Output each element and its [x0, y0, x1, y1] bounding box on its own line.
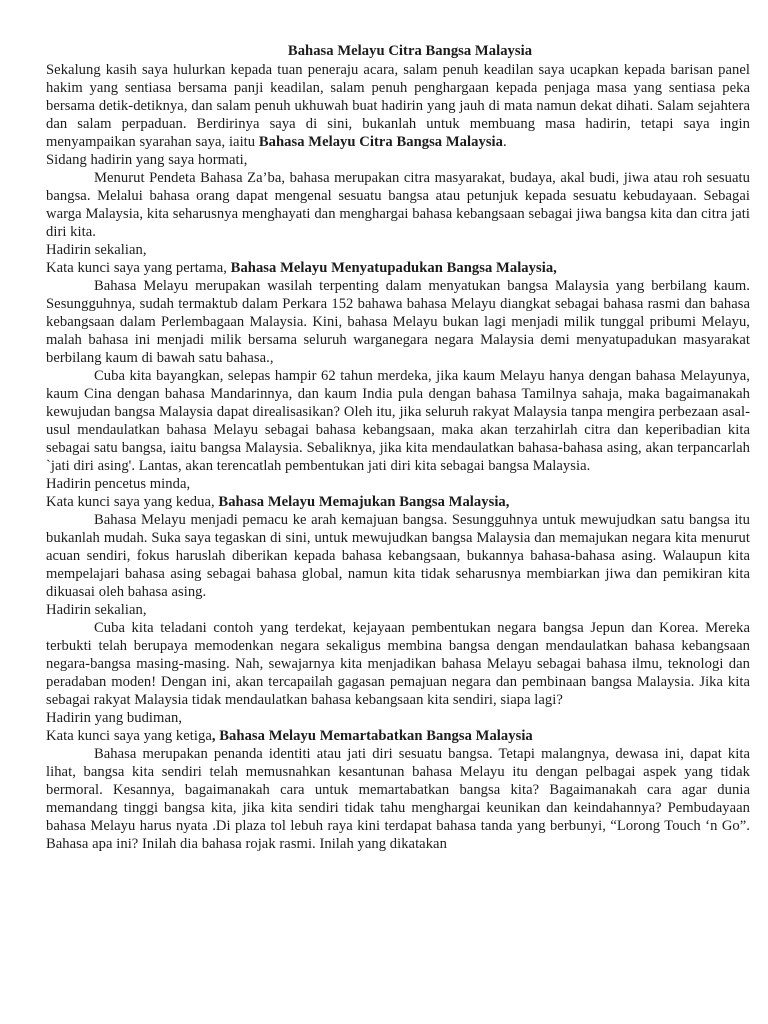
- greeting-line: Hadirin sekalian,: [46, 602, 147, 618]
- greeting-line: Hadirin yang budiman,: [46, 710, 183, 726]
- keyword-prefix: Kata kunci saya yang kedua,: [46, 494, 219, 510]
- document-title: Bahasa Melayu Citra Bangsa Malaysia: [287, 43, 533, 59]
- body-paragraph: Cuba kita bayangkan, selepas hampir 62 tahun merdeka, jika kaum Melayu hanya dengan bahasa Melayunya, kaum Cina dengan bahasa Mandarinnya, dan kaum India pula dengan bahasa Tamilnya sahaja, maka bagaimanakah kewujudan bangsa Malaysia dapat direalisasikan? Oleh itu, jika seluruh rakyat Malaysia tanpa mengira perbezaan asal-usul mendaulatkan bahasa Melayu sebagai bahasa kebangsaan, maka akan terzahirlah citra dan keperibadian kita sebagai satu bangsa, iaitu bangsa Malaysia. Sebaliknya, jika kita mendaulatkan bahasa-bahasa asing, akan terpancarlah `jati diri asing'. Lantas, akan terencatlah pembentukan jati diri kita sebagai bangsa Malaysia.: [46, 368, 750, 474]
- body-paragraph: Menurut Pendeta Bahasa Za’ba, bahasa merupakan citra masyarakat, budaya, akal budi, jiwa atau roh sesuatu bangsa. Melalui bahasa orang dapat mengenal sesuatu bangsa atau petunjuk kepada sesuatu kebudayaan. Sebagai warga Malaysia, kita seharusnya menghayati dan menghargai bahasa kebangsaan sebagai jiwa bangsa kita dan citra jati diri kita.: [46, 170, 750, 240]
- keyword-title: Bahasa Melayu Menyatupadukan Bangsa Malaysia,: [230, 260, 557, 276]
- document-page: [46, 42, 750, 853]
- body-paragraph: Bahasa merupakan penanda identiti atau jati diri sesuatu bangsa. Tetapi malangnya, dewasa ini, dapat kita lihat, bangsa kita sendiri telah memusnahkan kesantunan bahasa Melayu itu dengan pelbagai aspek yang tidak bermoral. Kesannya, bagaimanakah cara untuk memartabatkan bangsa kita? Bagaimanakah cara agar dunia memandang tinggi bangsa kita, jika kita sendiri tidak tahu menghargai keunikan dan keindahannya? Pembudayaan bahasa Melayu harus nyata .Di plaza tol lebuh raya kini terdapat bahasa tanda yang berbunyi, “Lorong Touch ‘n Go”. Bahasa apa ini? Inilah dia bahasa rojak rasmi. Inilah yang dikatakan: [46, 746, 750, 852]
- keyword-heading: [46, 259, 750, 277]
- keyword-prefix: Kata kunci saya yang ketiga: [46, 728, 212, 744]
- intro-text: Sekalung kasih saya hulurkan kepada tuan peneraju acara, salam penuh keadilan saya ucapkan kepada barisan panel hakim yang sentiasa bersama panji keadilan, salam penuh penghargaan kepada penjaga masa yang sentiasa peka bersama detik-detiknya, dan salam penuh ukhuwah buat hadirin yang jauh di mata namun dekat dihati. Salam sejahtera dan salam perpaduan. Berdirinya saya di sini, bukanlah untuk membuang masa hadirin, tetapi saya ingin menyampaikan syarahan saya, iaitu: [46, 62, 750, 150]
- body-paragraph: Bahasa Melayu merupakan wasilah terpenting dalam menyatukan bangsa Malaysia yang berbilang kaum. Sesungguhnya, sudah termaktub dalam Perkara 152 bahawa bahasa Melayu diangkat sebagai bahasa rasmi dan bahasa kebangsaan dalam Perlembagaan Malaysia. Kini, bahasa Melayu bukan lagi menjadi milik tunggal pribumi Melayu, malah bahasa ini menjadi milik bersama seluruh warganegara negara Malaysia demi menyatupadukan masyarakat berbilang kaum di bawah satu bahasa.,: [46, 278, 750, 366]
- body-paragraph: Cuba kita teladani contoh yang terdekat, kejayaan pembentukan negara bangsa Jepun dan Korea. Mereka terbukti telah berupaya memodenkan negara sekaligus membina bangsa dengan mendaulatkan bahasa kebangsaan negara-bangsa masing-masing. Nah, sewajarnya kita menjadikan bahasa Melayu sebagai bahasa ilmu, teknologi dan peradaban moden! Dengan ini, akan tercapailah gagasan pemajuan negara dan pembinaan bangsa Malaysia. Jika kita sebagai rakyat Malaysia tidak mendaulatkan bahasa kebangsaan kita sendiri, siapa lagi?: [46, 620, 750, 708]
- keyword-title: Bahasa Melayu Memajukan Bangsa Malaysia,: [218, 494, 510, 510]
- keyword-heading: [46, 493, 750, 511]
- body-paragraph: Bahasa Melayu menjadi pemacu ke arah kemajuan bangsa. Sesungguhnya untuk mewujudkan satu bangsa itu bukanlah mudah. Suka saya tegaskan di sini, untuk mewujudkan bangsa Malaysia dan memajukan negara kita menurut acuan sendiri, fokus haruslah diberikan kepada bahasa kebangsaan, bukannya bahasa-bahasa asing. Walaupun kita mempelajari bahasa asing sebagai bahasa global, namun kita tidak seharusnya membiarkan jiwa dan pemikiran kita dikuasai oleh bahasa asing.: [46, 512, 750, 600]
- keyword-prefix: Kata kunci saya yang pertama,: [46, 260, 231, 276]
- greeting-line: Sidang hadirin yang saya hormati,: [46, 152, 248, 168]
- intro-end: .: [503, 134, 507, 150]
- greeting-line: Hadirin pencetus minda,: [46, 476, 191, 492]
- keyword-title: , Bahasa Melayu Memartabatkan Bangsa Malaysia: [211, 728, 533, 744]
- greeting-line: Hadirin sekalian,: [46, 242, 147, 258]
- intro-paragraph: [46, 61, 750, 151]
- keyword-heading: [46, 727, 750, 745]
- speech-topic: Bahasa Melayu Citra Bangsa Malaysia: [258, 134, 504, 150]
